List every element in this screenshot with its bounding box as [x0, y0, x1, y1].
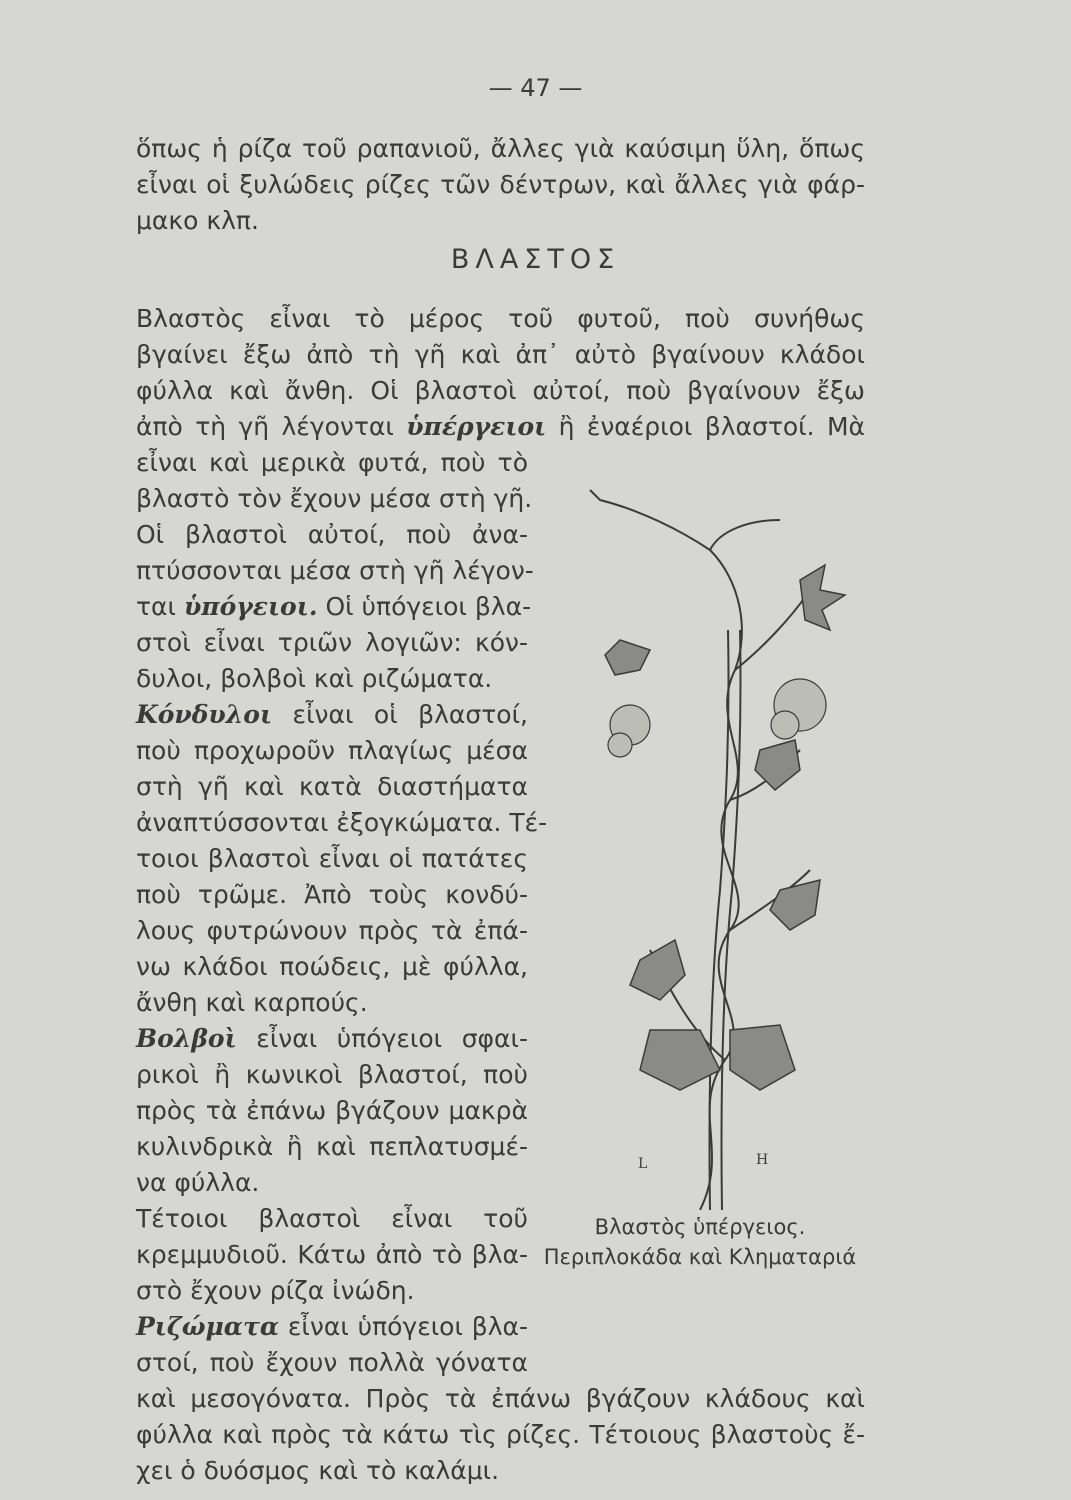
- text-line: φύλλα καὶ ἄνθη. Οἱ βλαστοὶ αὐτοί, ποὺ βγαίνουν ἔξω: [136, 376, 865, 405]
- text-line: Τέτοιοι βλαστοὶ εἶναι τοῦ: [136, 1204, 528, 1233]
- figure-caption-subtitle: Περιπλοκάδα καὶ Κληματαριά: [543, 1245, 857, 1269]
- text-line: ται ὑπόγειοι. Οἱ ὑπόγειοι βλα-: [136, 592, 532, 621]
- vine-illustration: [560, 470, 860, 1210]
- text-line: στὸ ἔχουν ρίζα ἰνώδη.: [136, 1276, 415, 1305]
- text-line: Ριζώματα εἶναι ὑπόγειοι βλα-: [136, 1312, 528, 1341]
- text-line: στοί, ποὺ ἔχουν πολλὰ γόνατα: [136, 1348, 528, 1377]
- text-line: μακο κλπ.: [136, 206, 259, 235]
- text-line: βλαστὸ τὸν ἔχουν μέσα στὴ γῆ.: [136, 484, 533, 513]
- text-line: στὴ γῆ καὶ κατὰ διαστήματα: [136, 772, 528, 801]
- figure-label-right: H: [756, 1152, 769, 1168]
- text-line: να φύλλα.: [136, 1168, 260, 1197]
- figure-caption-title: Βλαστὸς ὑπέργειος.: [594, 1215, 806, 1239]
- text-line: Βλαστὸς εἶναι τὸ μέρος τοῦ φυτοῦ, ποὺ συνήθως: [136, 304, 865, 333]
- text-line: ὅπως ἡ ρίζα τοῦ ραπανιοῦ, ἄλλες γιὰ καύσιμη ὕλη, ὅπως: [136, 134, 865, 163]
- text-line: κρεμμυδιοῦ. Κάτω ἀπὸ τὸ βλα-: [136, 1240, 528, 1269]
- text-line: ρικοὶ ἢ κωνικοὶ βλαστοί, ποὺ: [136, 1060, 528, 1089]
- text-line: πρὸς τὰ ἐπάνω βγάζουν μακρὰ: [136, 1096, 528, 1125]
- page-number: — 47 —: [488, 74, 583, 102]
- term-volvoi: Βολβοὶ: [136, 1024, 237, 1053]
- text-line: Κόνδυλοι εἶναι οἱ βλαστοί,: [136, 700, 528, 729]
- text-line: χει ὁ δυόσμος καὶ τὸ καλάμι.: [136, 1456, 500, 1485]
- text-line: νω κλάδοι ποώδεις, μὲ φύλλα,: [136, 952, 528, 981]
- text-line: ἄνθη καὶ καρπούς.: [136, 988, 368, 1017]
- text-line: δυλοι, βολβοὶ καὶ ριζώματα.: [136, 664, 493, 693]
- text-line: στοὶ εἶναι τριῶν λογιῶν: κόν-: [136, 628, 528, 657]
- text-line: φύλλα καὶ πρὸς τὰ κάτω τὶς ρίζες. Τέτοιους βλαστοὺς ἔ-: [136, 1420, 865, 1449]
- text-line: πτύσσονται μέσα στὴ γῆ λέγον-: [136, 556, 534, 585]
- text-line: Βολβοὶ εἶναι ὑπόγειοι σφαι-: [136, 1024, 528, 1053]
- section-heading: ΒΛΑΣΤΟΣ: [450, 244, 621, 275]
- text-line: λους φυτρώνουν πρὸς τὰ ἐπά-: [136, 916, 528, 945]
- text-line: βγαίνει ἔξω ἀπὸ τὴ γῆ καὶ ἀπ᾽ αὐτὸ βγαίνουν κλάδοι: [136, 340, 865, 369]
- term-rizomata: Ριζώματα: [136, 1312, 280, 1341]
- term-kondyloi: Κόνδυλοι: [136, 700, 273, 729]
- text-line: ποὺ προχωροῦν πλαγίως μέσα: [136, 736, 528, 765]
- text-line: καὶ μεσογόνατα. Πρὸς τὰ ἐπάνω βγάζουν κλάδους καὶ: [136, 1384, 865, 1413]
- text-line: ἀπὸ τὴ γῆ λέγονται ὑπέργειοι ἢ ἐναέριοι βλαστοί. Μὰ: [136, 412, 865, 441]
- text-line: εἶναι καὶ μερικὰ φυτά, ποὺ τὸ: [136, 448, 528, 477]
- text-line: Οἱ βλαστοὶ αὐτοί, ποὺ ἀνα-: [136, 520, 528, 549]
- figure-label-left: L: [638, 1156, 648, 1172]
- text-line: τοιοι βλαστοὶ εἶναι οἱ πατάτες: [136, 844, 528, 873]
- text-line: ἀναπτύσσονται ἐξογκώματα. Τέ-: [136, 808, 548, 837]
- term-hypergeioi: ὑπέργειοι: [406, 412, 547, 441]
- text-line: κυλινδρικὰ ἢ καὶ πεπλατυσμέ-: [136, 1132, 528, 1161]
- vine-drawing: [560, 470, 860, 1210]
- term-hypogeioi: ὑπόγειοι.: [183, 592, 318, 621]
- text-line: ποὺ τρῶμε. Ἀπὸ τοὺς κονδύ-: [136, 880, 528, 909]
- text-line: εἶναι οἱ ξυλώδεις ρίζες τῶν δέντρων, καὶ ἄλλες γιὰ φάρ-: [136, 170, 865, 199]
